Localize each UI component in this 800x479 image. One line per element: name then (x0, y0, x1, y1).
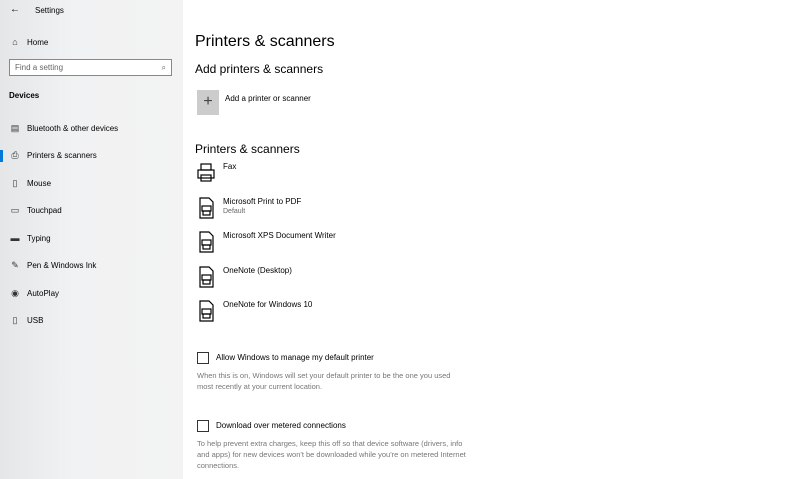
printer-item[interactable] (195, 197, 301, 219)
back-arrow-icon[interactable]: ← (10, 4, 20, 15)
sidebar-section: Devices (9, 91, 40, 100)
bluetooth-devices-icon: ▤ (10, 122, 20, 133)
sidebar-item-label: Typing (27, 233, 51, 243)
window-title: Settings (35, 6, 64, 15)
sidebar-item[interactable] (0, 310, 183, 332)
usb-icon: ▯ (12, 315, 18, 325)
option-metered[interactable] (197, 420, 346, 432)
option-label: Allow Windows to manage my default printer (216, 353, 374, 363)
printers-heading: Printers & scanners (195, 142, 300, 156)
sidebar-item-label: USB (27, 316, 44, 325)
home-label: Home (27, 37, 49, 47)
sidebar-item-label: Pen & Windows Ink (27, 261, 97, 270)
sidebar-item-label: Bluetooth & other devices (27, 123, 119, 133)
checkbox[interactable] (197, 420, 209, 432)
mouse-icon: ▯ (12, 177, 18, 188)
option-description: To help prevent extra charges, keep this off so that device software (drivers, info and apps) for new devices won't be downloaded while you're on metered Internet connections. (197, 439, 466, 470)
option-default-printer[interactable] (197, 352, 374, 364)
printer-doc-icon (195, 231, 217, 253)
add-printer-button[interactable] (197, 90, 219, 115)
fax-icon (195, 162, 217, 184)
printer-item[interactable] (195, 300, 312, 322)
keyboard-icon: ▬ (10, 233, 20, 243)
sidebar-item[interactable] (0, 255, 183, 277)
add-heading: Add printers & scanners (195, 62, 324, 76)
search-icon: ⌕ (161, 63, 166, 72)
plus-icon: + (203, 93, 213, 110)
printer-doc-icon (195, 266, 217, 288)
printer-doc-icon (195, 300, 217, 322)
pen-icon: ✎ (11, 260, 19, 270)
option-description: When this is on, Windows will set your default printer to be the one you used most recently at your current location. (197, 371, 451, 391)
search-input[interactable] (9, 59, 172, 76)
sidebar-item[interactable] (0, 227, 183, 249)
page-title: Printers & scanners (195, 33, 335, 50)
printer-name: Microsoft Print to PDF (223, 196, 302, 206)
sidebar-item-label: Touchpad (27, 206, 62, 215)
sidebar-item-label: AutoPlay (27, 288, 60, 298)
sidebar-item[interactable] (0, 145, 183, 167)
printer-item[interactable] (195, 231, 336, 253)
sidebar-item[interactable] (0, 117, 183, 139)
printer-item[interactable] (195, 266, 292, 288)
checkbox[interactable] (197, 352, 209, 364)
printer-name: OneNote for Windows 10 (223, 300, 313, 309)
sidebar-item-label: Mouse (27, 178, 52, 188)
printer-item[interactable] (195, 162, 236, 184)
printer-name: Fax (223, 162, 237, 171)
printer-name: Microsoft XPS Document Writer (223, 231, 336, 240)
printer-icon: ⎙ (11, 150, 19, 160)
option-label: Download over metered connections (216, 421, 346, 431)
printer-doc-icon (195, 197, 217, 219)
add-printer-label[interactable]: Add a printer or scanner (225, 94, 311, 103)
sidebar-item[interactable] (0, 282, 183, 304)
search-placeholder: Find a setting (15, 63, 64, 72)
sidebar-home[interactable] (0, 31, 183, 53)
sidebar-item[interactable] (0, 200, 183, 222)
touchpad-icon: ▭ (10, 205, 20, 215)
printer-name: OneNote (Desktop) (223, 265, 292, 275)
sidebar-item-label: Printers & scanners (27, 151, 97, 160)
home-icon: ⌂ (12, 37, 18, 47)
sidebar-item[interactable] (0, 172, 183, 194)
printer-status: Default (223, 207, 246, 215)
autoplay-icon: ◉ (11, 287, 19, 298)
